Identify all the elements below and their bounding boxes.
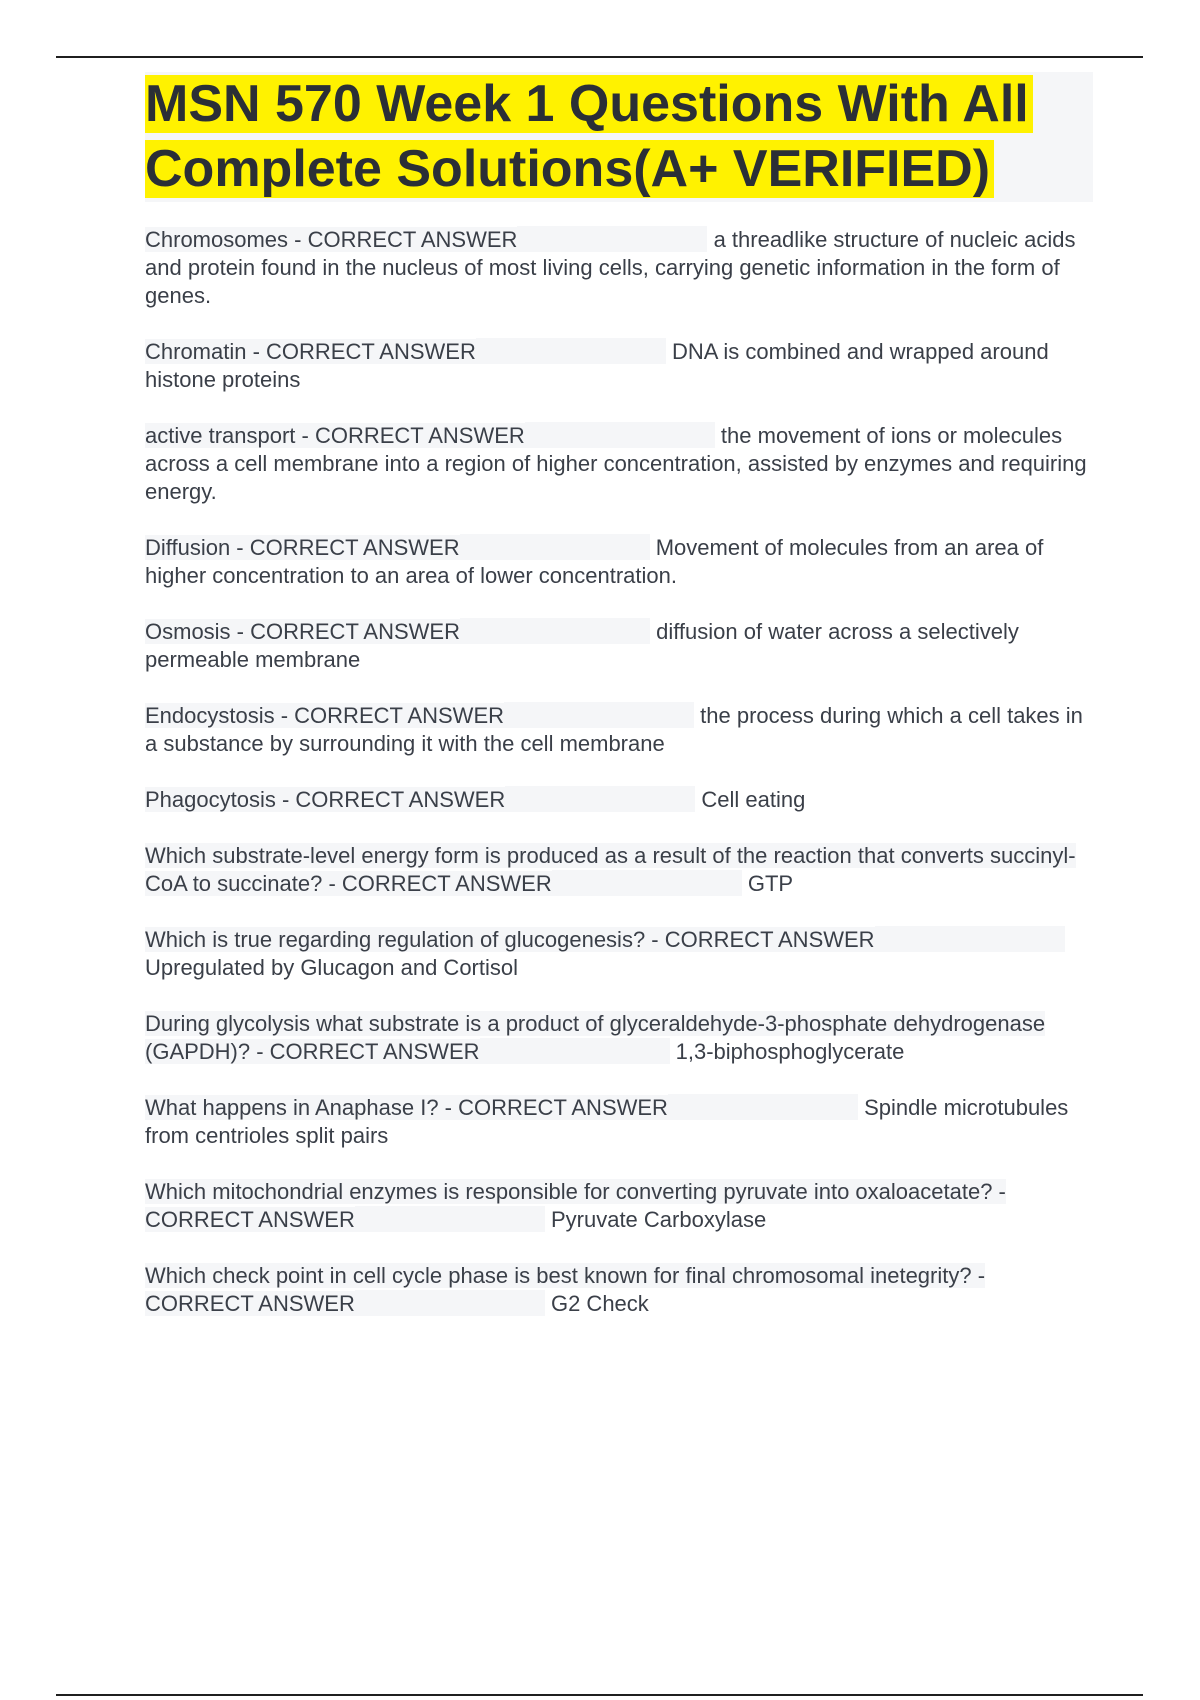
- qa-answer: the process during which a cell takes in a substance by surrounding it with the cell membrane: [145, 703, 1083, 756]
- answer-gap: [480, 1038, 670, 1064]
- qa-item-phagocytosis: [145, 786, 1093, 814]
- qa-answer: GTP: [747, 871, 794, 896]
- qa-answer: Upregulated by Glucagon and Cortisol: [145, 955, 519, 980]
- qa-term: Which mitochondrial enzymes is responsible for converting pyruvate into oxaloacetate? - CORRECT ANSWER: [145, 1179, 1006, 1232]
- qa-answer: a threadlike structure of nucleic acids and protein found in the nucleus of most living cells, carrying genetic information in the form of genes.: [145, 227, 1076, 308]
- qa-answer: Movement of molecules from an area of higher concentration to an area of lower concentration.: [145, 535, 1044, 588]
- title-highlight: MSN 570 Week 1 Questions With All Complete Solutions(A+ VERIFIED): [145, 75, 1033, 198]
- answer-gap: [504, 702, 694, 728]
- qa-item-checkpoint: [145, 1262, 1093, 1318]
- qa-list: [145, 226, 1093, 1318]
- qa-answer: 1,3-biphosphoglycerate: [675, 1039, 905, 1064]
- qa-term: During glycolysis what substrate is a product of glyceraldehyde-3-phosphate dehydrogenase (GAPDH)? - CORRECT ANSWER: [145, 1011, 1046, 1064]
- answer-gap: [875, 926, 1065, 952]
- answer-gap: [505, 786, 695, 812]
- qa-term: Osmosis - CORRECT ANSWER: [145, 619, 460, 644]
- title-block: [145, 72, 1093, 202]
- answer-gap: [552, 870, 742, 896]
- qa-item-diffusion: [145, 534, 1093, 590]
- qa-term: Chromosomes - CORRECT ANSWER: [145, 227, 518, 252]
- qa-answer: Spindle microtubules from centrioles split pairs: [145, 1095, 1069, 1148]
- qa-term: What happens in Anaphase I? - CORRECT ANSWER: [145, 1095, 668, 1120]
- document-body: [145, 72, 1093, 1346]
- qa-item-chromatin: [145, 338, 1093, 394]
- qa-item-substrate-level-energy: [145, 842, 1093, 898]
- qa-answer: diffusion of water across a selectively permeable membrane: [145, 619, 1019, 672]
- qa-term: Chromatin - CORRECT ANSWER: [145, 339, 476, 364]
- answer-gap: [460, 534, 650, 560]
- qa-item-glucogenesis: [145, 926, 1093, 982]
- qa-answer: DNA is combined and wrapped around histone proteins: [145, 339, 1049, 392]
- qa-term: Phagocytosis - CORRECT ANSWER: [145, 787, 506, 812]
- qa-item-endocystosis: [145, 702, 1093, 758]
- answer-gap: [476, 338, 666, 364]
- answer-gap: [525, 422, 715, 448]
- qa-term: Which substrate-level energy form is produced as a result of the reaction that converts succinyl-CoA to succinate? - CORRECT ANSWER: [145, 843, 1076, 896]
- bottom-rule: [56, 1694, 1143, 1696]
- qa-term: active transport - CORRECT ANSWER: [145, 423, 525, 448]
- top-rule: [56, 56, 1143, 58]
- document-title: [145, 72, 1093, 202]
- qa-item-chromosomes: [145, 226, 1093, 310]
- qa-answer: Cell eating: [701, 787, 806, 812]
- qa-answer: Pyruvate Carboxylase: [550, 1207, 767, 1232]
- answer-gap: [355, 1290, 545, 1316]
- answer-gap: [355, 1206, 545, 1232]
- qa-term: Which check point in cell cycle phase is best known for final chromosomal inetegrity? - CORRECT ANSWER: [145, 1263, 986, 1316]
- qa-item-anaphase: [145, 1094, 1093, 1150]
- qa-term: Which is true regarding regulation of glucogenesis? - CORRECT ANSWER: [145, 927, 875, 952]
- qa-item-gapdh: [145, 1010, 1093, 1066]
- qa-item-mitochondrial-enzyme: [145, 1178, 1093, 1234]
- qa-term: Endocystosis - CORRECT ANSWER: [145, 703, 505, 728]
- qa-item-active-transport: [145, 422, 1093, 506]
- qa-term: Diffusion - CORRECT ANSWER: [145, 535, 460, 560]
- qa-answer: G2 Check: [550, 1291, 649, 1316]
- qa-item-osmosis: [145, 618, 1093, 674]
- qa-answer: the movement of ions or molecules across a cell membrane into a region of higher concentration, assisted by enzymes and requiring energy.: [145, 423, 1087, 504]
- answer-gap: [517, 226, 707, 252]
- answer-gap: [460, 618, 650, 644]
- answer-gap: [668, 1094, 858, 1120]
